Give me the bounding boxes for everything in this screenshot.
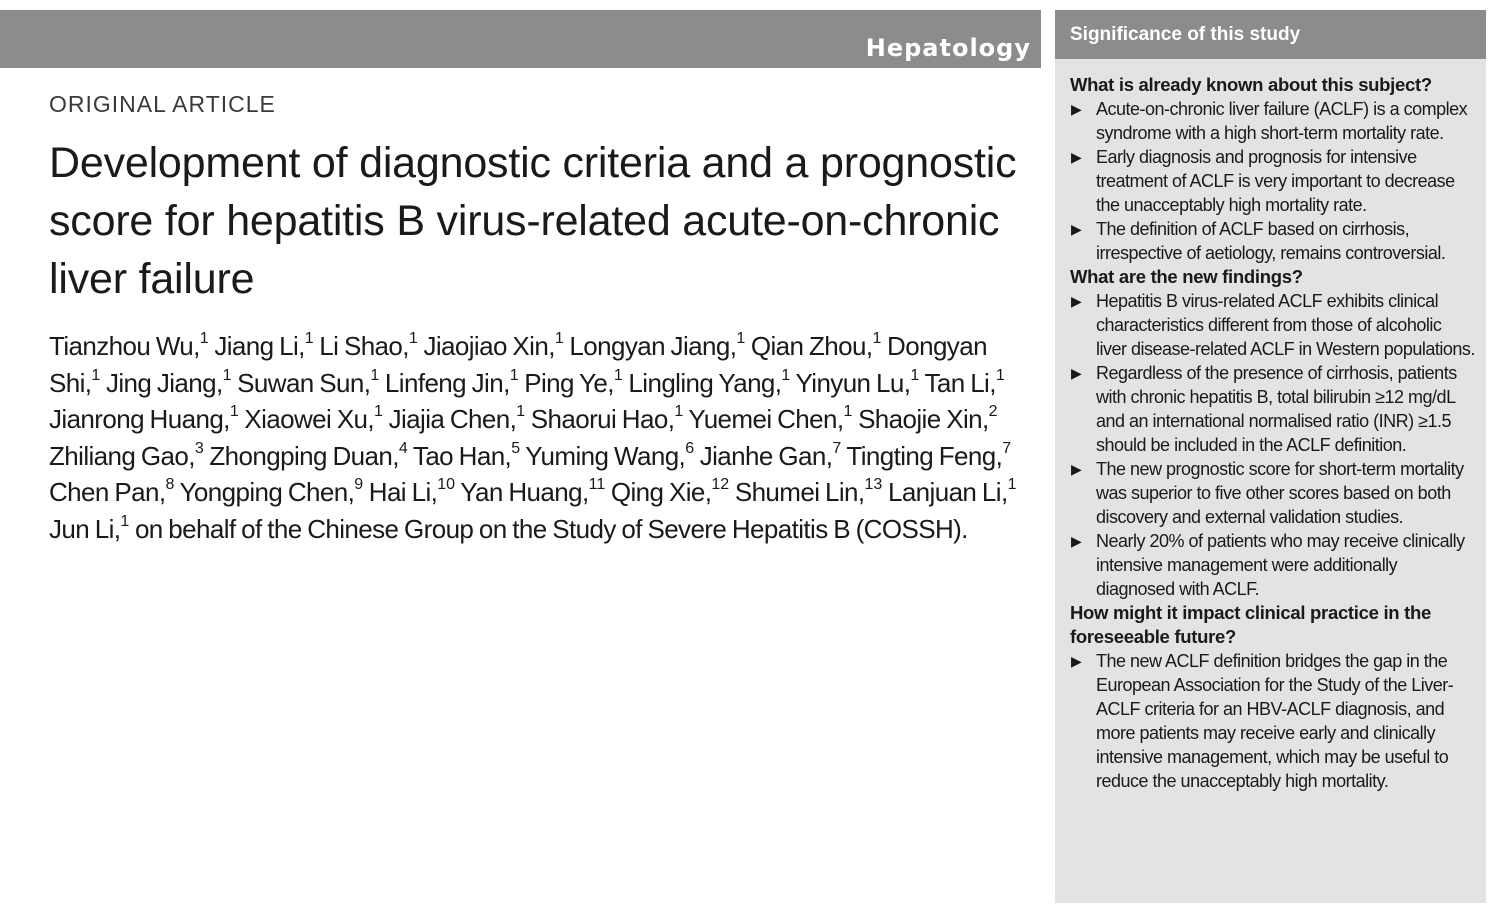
bullet-list (1070, 649, 1476, 793)
author-name: Hai Li, (368, 477, 438, 507)
author-name: Zhongping Duan, (209, 440, 399, 471)
affiliation-marker: 7 (1002, 439, 1012, 457)
affiliation-marker: 1 (554, 330, 564, 347)
author-name: Shaojie Xin, (858, 404, 989, 434)
significance-header: Significance of this study (1055, 10, 1486, 59)
right-triangle-bullet-icon: ▶ (1071, 365, 1082, 381)
affiliation-marker: 1 (370, 366, 380, 384)
right-triangle-bullet-icon: ▶ (1071, 533, 1082, 549)
author-name: Jun Li, (49, 513, 121, 544)
author-name: Yuming Wang, (525, 440, 686, 471)
article-type: ORIGINAL ARTICLE (49, 91, 276, 117)
bullet-item (1070, 97, 1476, 145)
affiliation-marker: 1 (229, 403, 239, 420)
affiliation-marker: 1 (843, 403, 853, 420)
bullet-item (1070, 361, 1476, 457)
article-title: Development of diagnostic criteria and a prognostic score for hepatitis B virus-related acute-on-chronic liver failure (49, 139, 1017, 303)
bullet-item (1070, 529, 1476, 601)
affiliation-marker: 1 (736, 330, 746, 347)
affiliation-marker: 13 (864, 476, 883, 493)
significance-body (1055, 59, 1486, 793)
affiliation-marker: 1 (1007, 476, 1017, 493)
affiliation-marker: 1 (509, 366, 519, 384)
bullet-text: Hepatitis B virus-related ACLF exhibits clinical characteristics different from those of alcoholic liver disease-related ACLF in Western populations. (1096, 291, 1475, 359)
affiliation-marker: 3 (194, 439, 204, 457)
author-name: Shumei Lin, (734, 477, 865, 507)
bullet-text: Early diagnosis and prognosis for intensive treatment of ACLF is very important to decrease the unacceptably high mortality rate. (1096, 147, 1455, 215)
author-name: Yinyun Lu, (795, 367, 911, 398)
author-list (49, 328, 1024, 547)
bullet-item (1070, 145, 1476, 217)
author-name: Jianhe Gan, (699, 440, 833, 471)
affiliation-marker: 1 (516, 403, 526, 420)
affiliation-marker: 8 (165, 476, 175, 493)
bullet-text: Regardless of the presence of cirrhosis, patients with chronic hepatitis B, total bilirubin ≥12 mg/dL and an international normalised ratio (INR) ≥1.5 should be included in the ACLF definition. (1096, 363, 1457, 455)
bullet-text: Acute-on-chronic liver failure (ACLF) is a complex syndrome with a high short-term mortality rate. (1096, 99, 1468, 143)
author-name: Lanjuan Li, (887, 477, 1008, 507)
right-triangle-bullet-icon: ▶ (1071, 653, 1082, 669)
author-name: Yan Huang, (460, 477, 589, 507)
affiliation-marker: 5 (511, 439, 521, 457)
section-question: How might it impact clinical practice in the foreseeable future? (1070, 602, 1431, 647)
affiliation-marker: 7 (832, 439, 842, 457)
affiliation-marker: 11 (588, 476, 606, 493)
affiliation-marker: 1 (674, 403, 684, 420)
author-name: Tingting Feng, (846, 440, 1003, 471)
affiliation-marker: 1 (872, 330, 882, 347)
author-name: Jing Jiang, (105, 367, 223, 398)
bullet-text: The definition of ACLF based on cirrhosis, irrespective of aetiology, remains controversial. (1096, 219, 1446, 263)
journal-name: Hepatology (865, 34, 1031, 62)
author-name: Yuemei Chen, (688, 404, 844, 434)
affiliation-marker: 1 (120, 512, 130, 530)
author-name: Jiang Li, (214, 331, 305, 361)
author-name: Lingling Yang, (628, 367, 782, 398)
author-name: Chen Pan, (49, 477, 166, 507)
author-name: Ping Ye, (524, 367, 614, 398)
author-name: Linfeng Jin, (384, 367, 510, 398)
journal-header-bar (0, 10, 1041, 68)
affiliation-marker: 1 (408, 330, 418, 347)
affiliation-marker: 1 (910, 366, 920, 384)
bullet-text: The new prognostic score for short-term mortality was superior to five other scores based on both discovery and external validation studies. (1096, 459, 1464, 527)
right-triangle-bullet-icon: ▶ (1071, 149, 1082, 165)
affiliation-marker: 1 (995, 366, 1005, 384)
author-name: Qing Xie, (610, 477, 712, 507)
author-name: Longyan Jiang, (569, 331, 737, 361)
author-name: Suwan Sun, (237, 367, 371, 398)
bullet-list (1070, 97, 1476, 265)
author-name: Jiaojiao Xin, (423, 331, 555, 361)
affiliation-marker: 10 (437, 476, 456, 493)
bullet-item (1070, 649, 1476, 793)
right-triangle-bullet-icon: ▶ (1071, 293, 1082, 309)
author-name: Tianzhou Wu, (49, 331, 200, 361)
affiliation-marker: 1 (374, 403, 383, 420)
authors-group-note: on behalf of the Chinese Group on the Study of Severe Hepatitis B (COSSH). (134, 513, 968, 544)
author-name: Shaorui Hao, (530, 404, 675, 434)
bullet-text: The new ACLF definition bridges the gap in the European Association for the Study of the Liver-ACLF criteria for an HBV-ACLF diagnosis, and more patients may receive early and clinically intensive management, which may be useful to reduce the unacceptably high mortality. (1096, 651, 1454, 791)
affiliation-marker: 2 (988, 403, 998, 420)
affiliation-marker: 1 (222, 366, 232, 384)
affiliation-marker: 9 (354, 476, 364, 493)
section-question: What is already known about this subject? (1070, 74, 1432, 95)
affiliation-marker: 1 (304, 330, 314, 347)
affiliation-marker: 1 (613, 366, 623, 384)
significance-panel (1055, 10, 1486, 903)
affiliation-marker: 1 (199, 330, 209, 347)
author-name: Jiajia Chen, (388, 404, 517, 434)
author-name: Yongping Chen, (179, 477, 355, 507)
right-triangle-bullet-icon: ▶ (1071, 101, 1082, 117)
affiliation-marker: 12 (711, 476, 730, 493)
bullet-text: Nearly 20% of patients who may receive clinically intensive management were additionally diagnosed with ACLF. (1096, 531, 1465, 599)
author-name: Qian Zhou, (750, 331, 873, 361)
affiliation-marker: 1 (91, 366, 101, 384)
right-triangle-bullet-icon: ▶ (1071, 461, 1082, 477)
author-name: Jianrong Huang, (49, 404, 230, 434)
section-question: What are the new findings? (1070, 266, 1303, 287)
author-name: Li Shao, (319, 331, 409, 361)
bullet-item (1070, 217, 1476, 265)
affiliation-marker: 4 (398, 439, 408, 457)
right-triangle-bullet-icon: ▶ (1071, 221, 1082, 237)
bullet-list (1070, 289, 1476, 601)
bullet-item (1070, 457, 1476, 529)
bullet-item (1070, 289, 1476, 361)
author-name: Zhiliang Gao, (49, 440, 195, 471)
author-name: Xiaowei Xu, (244, 404, 375, 434)
author-name: Tao Han, (412, 440, 512, 471)
affiliation-marker: 6 (685, 439, 695, 457)
affiliation-marker: 1 (781, 366, 791, 384)
author-name: Tan Li, (924, 367, 996, 398)
author-name: Dongyan Shi, (49, 331, 987, 398)
